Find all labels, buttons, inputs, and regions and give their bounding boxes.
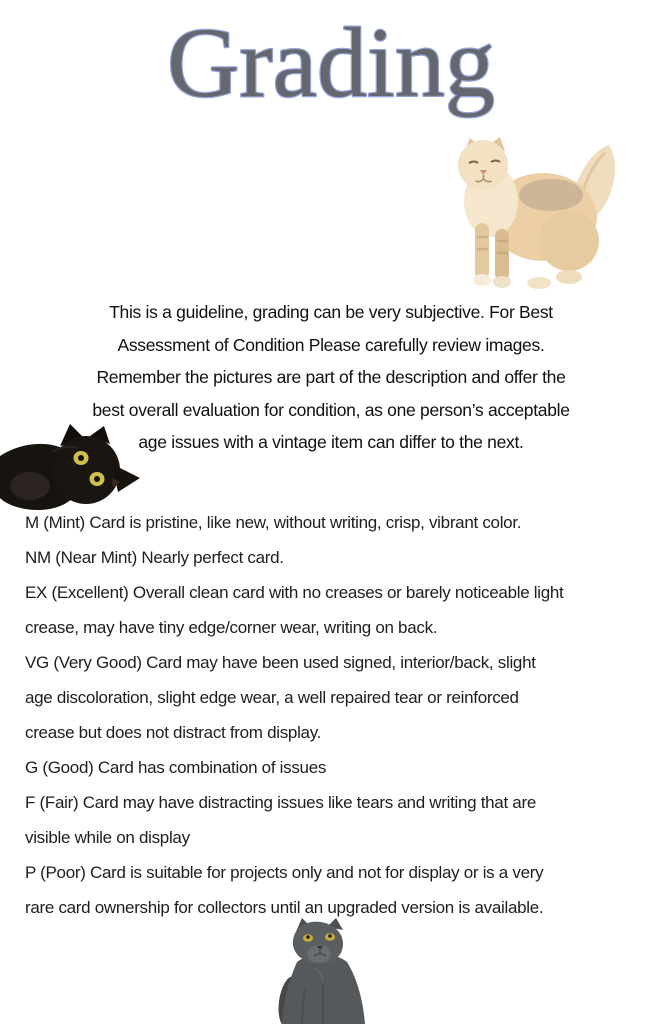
cat-head <box>52 436 120 504</box>
cat-muzzle <box>112 464 140 492</box>
grade-line-poor-cont: rare card ownership for collectors until an upgraded version is available. <box>25 898 544 917</box>
intro-line: Remember the pictures are part of the description and offer the <box>96 367 566 387</box>
cat-paw <box>10 472 50 500</box>
page-title: Grading <box>167 7 495 118</box>
grading-list <box>25 505 649 925</box>
black-cat-image <box>0 422 145 514</box>
cream-cat-image <box>453 137 621 289</box>
grade-line-very-good-cont2: crease but does not distract from display. <box>25 723 322 742</box>
page-title-wrap <box>0 0 662 122</box>
grade-line-near-mint: NM (Near Mint) Nearly perfect card. <box>25 548 284 567</box>
grade-line-good: G (Good) Card has combination of issues <box>25 758 327 777</box>
grade-line-fair-cont: visible while on display <box>25 828 190 847</box>
intro-line: This is a guideline, grading can be very subjective. For Best <box>109 302 553 322</box>
intro-line: age issues with a vintage item can differ to the next. <box>138 432 524 452</box>
page-title-svg <box>0 0 662 122</box>
grade-line-mint: M (Mint) Card is pristine, like new, without writing, crisp, vibrant color. <box>25 513 522 532</box>
intro-line: Assessment of Condition Please carefully review images. <box>117 334 545 355</box>
grade-line-very-good: VG (Very Good) Card may have been used signed, interior/back, slight <box>25 653 536 672</box>
cat-head <box>458 140 508 190</box>
grade-line-excellent: EX (Excellent) Overall clean card with no creases or barely noticeable light <box>25 583 564 602</box>
grade-line-very-good-cont: age discoloration, slight edge wear, a well repaired tear or reinforced <box>25 688 519 707</box>
grade-line-poor: P (Poor) Card is suitable for projects only and not for display or is a very <box>25 863 544 882</box>
grade-line-excellent-cont: crease, may have tiny edge/corner wear, writing on back. <box>25 618 438 637</box>
gray-cat-image <box>275 918 375 1024</box>
grade-line-fair: F (Fair) Card may have distracting issues like tears and writing that are <box>25 793 536 812</box>
intro-line: best overall evaluation for condition, as one person’s acceptable <box>92 399 570 420</box>
